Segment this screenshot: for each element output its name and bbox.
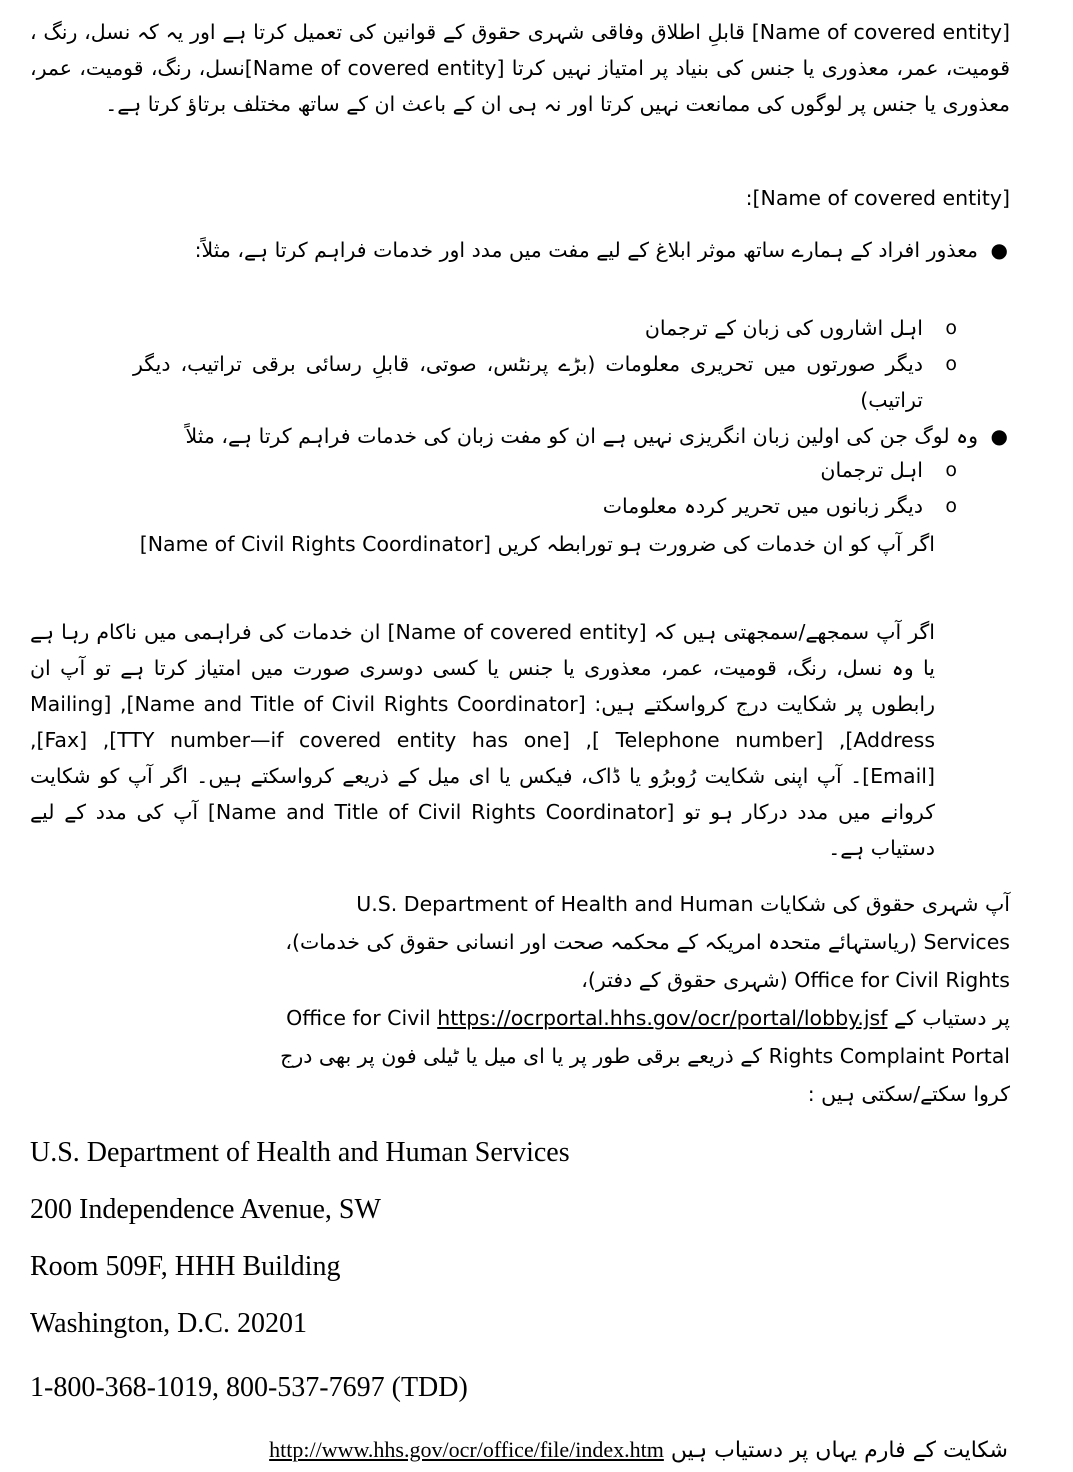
complaint-forms-link[interactable]: http://www.hhs.gov/ocr/office/file/index.htm xyxy=(269,1437,664,1462)
hhs-complaint-paragraph xyxy=(40,885,1010,1113)
sub-list-item xyxy=(133,310,957,346)
circle-bullet-icon: o xyxy=(945,495,957,517)
intro-paragraph: [Name of covered entity] قابلِ اطلاق وفاقی شہری حقوق کے قوانین کی تعمیل کرتا ہے اور یہ کہ نسل، رنگ ، قومیت، عمر، معذوری یا جنس کی بنیاد پر امتیاز نہیں کرتا [Name of covered entity]نسل، رنگ، قومیت، عمر، معذوری یا جنس پر لوگوں کی ممانعت نہیں کرتا اور نہ ہی ان کے باعث ان کے ساتھ مختلف برتاؤ کرتا ہے۔ xyxy=(30,20,1010,116)
bullet-icon: ● xyxy=(990,424,1008,448)
address-line: 200 Independence Avenue, SW xyxy=(30,1194,381,1225)
ocr-portal-link[interactable]: https://ocrportal.hhs.gov/ocr/portal/lobby.jsf xyxy=(437,1006,888,1030)
hhs-line-text: پر دستیاب کے Office for Civil xyxy=(286,1006,1010,1030)
circle-bullet-icon: o xyxy=(945,353,957,375)
hhs-line: Office for Civil Rights (شہری حقوق کے دفتر)، xyxy=(581,968,1010,992)
bullet-list-language xyxy=(78,418,1008,454)
sub-item-text: اہل اشاروں کی زبان کے ترجمان xyxy=(644,316,923,340)
sub-item-text: دیگر صورتوں میں تحریری معلومات (بڑے پرنٹس، صوتی، قابلِ رسائی برقی تراتیب، دیگر تراتیب) xyxy=(133,352,923,412)
bullet-text: معذور افراد کے ہمارے ساتھ موثر ابلاغ کے لیے مفت میں مدد اور خدمات فراہم کرتا ہے، مثلاً: xyxy=(194,238,978,262)
circle-bullet-icon: o xyxy=(945,459,957,481)
bullet-item xyxy=(78,418,1008,454)
sub-list-language xyxy=(133,452,957,524)
bullet-icon: ● xyxy=(990,238,1008,262)
sub-list-disability xyxy=(133,310,957,418)
sub-item-text: دیگر زبانوں میں تحریر کردہ معلومات xyxy=(602,494,923,518)
sub-item-text: اہل ترجمان xyxy=(820,458,923,482)
grievance-paragraph: اگر آپ سمجھے/سمجھتی ہیں کہ [Name of covered entity] ان خدمات کی فراہمی میں ناکام رہا ہے یا وہ نسل، رنگ، قومیت، عمر، معذوری یا جنس یا کسی دوسری صورت میں امتیاز کرتا ہے تو آپ ان رابطوں پر شکایت درج کرواسکتے ہیں: [Name and Title of Civil Rights Coordinator], [Mailing Address], [Telephone number ], [TTY number—if covered entity has one], [Fax], [Email]۔ آپ اپنی شکایت رُوبرُو یا ڈاک، فیکس یا ای میل کے ذریعے کرواسکتے ہیں۔ اگر آپ کو شکایت کروانے میں مدد درکار ہو تو [Name and Title of Civil Rights Coordinator] آپ کی مدد کے لیے دستیاب ہے۔ xyxy=(30,620,936,860)
hhs-line: Rights Complaint Portal کے ذریعے برقی طور پر یا ای میل یا ٹیلی فون پر بھی درج xyxy=(280,1044,1010,1068)
circle-bullet-icon: o xyxy=(945,317,957,339)
sub-list-item xyxy=(133,346,957,418)
hhs-line: کروا سکتے/سکتی ہیں : xyxy=(807,1082,1010,1106)
contact-paragraph: اگر آپ کو ان خدمات کی ضرورت ہو تورابطہ کریں [Name of Civil Rights Coordinator] xyxy=(139,532,935,556)
address-line: Washington, D.C. 20201 xyxy=(30,1308,307,1339)
hhs-line: Services (ریاستہائے متحدہ امریکہ کے محکمہ صحت اور انسانی حقوق کی خدمات)، xyxy=(285,930,1010,954)
sub-list-item xyxy=(133,452,957,488)
entity-intro: [Name of covered entity]: xyxy=(745,186,1010,210)
complaint-forms-line xyxy=(269,1432,1008,1469)
address-line: Room 509F, HHH Building xyxy=(30,1251,341,1282)
bullet-list-disability xyxy=(78,232,1008,268)
sub-list-item xyxy=(133,488,957,524)
hhs-line-with-link xyxy=(40,999,1010,1037)
bullet-item xyxy=(78,232,1008,268)
hhs-line: آپ شہری حقوق کی شکایات U.S. Department of Health and Human xyxy=(356,892,1010,916)
phone-numbers: 1-800-368-1019, 800-537-7697 (TDD) xyxy=(30,1372,468,1403)
complaint-forms-text: شکایت کے فارم یہاں پر دستیاب ہیں xyxy=(670,1438,1008,1463)
address-line: U.S. Department of Health and Human Services xyxy=(30,1137,570,1168)
bullet-text: وہ لوگ جن کی اولین زبان انگریزی نہیں ہے ان کو مفت زبان کی خدمات فراہم کرتا ہے، مثلاً xyxy=(185,424,978,448)
